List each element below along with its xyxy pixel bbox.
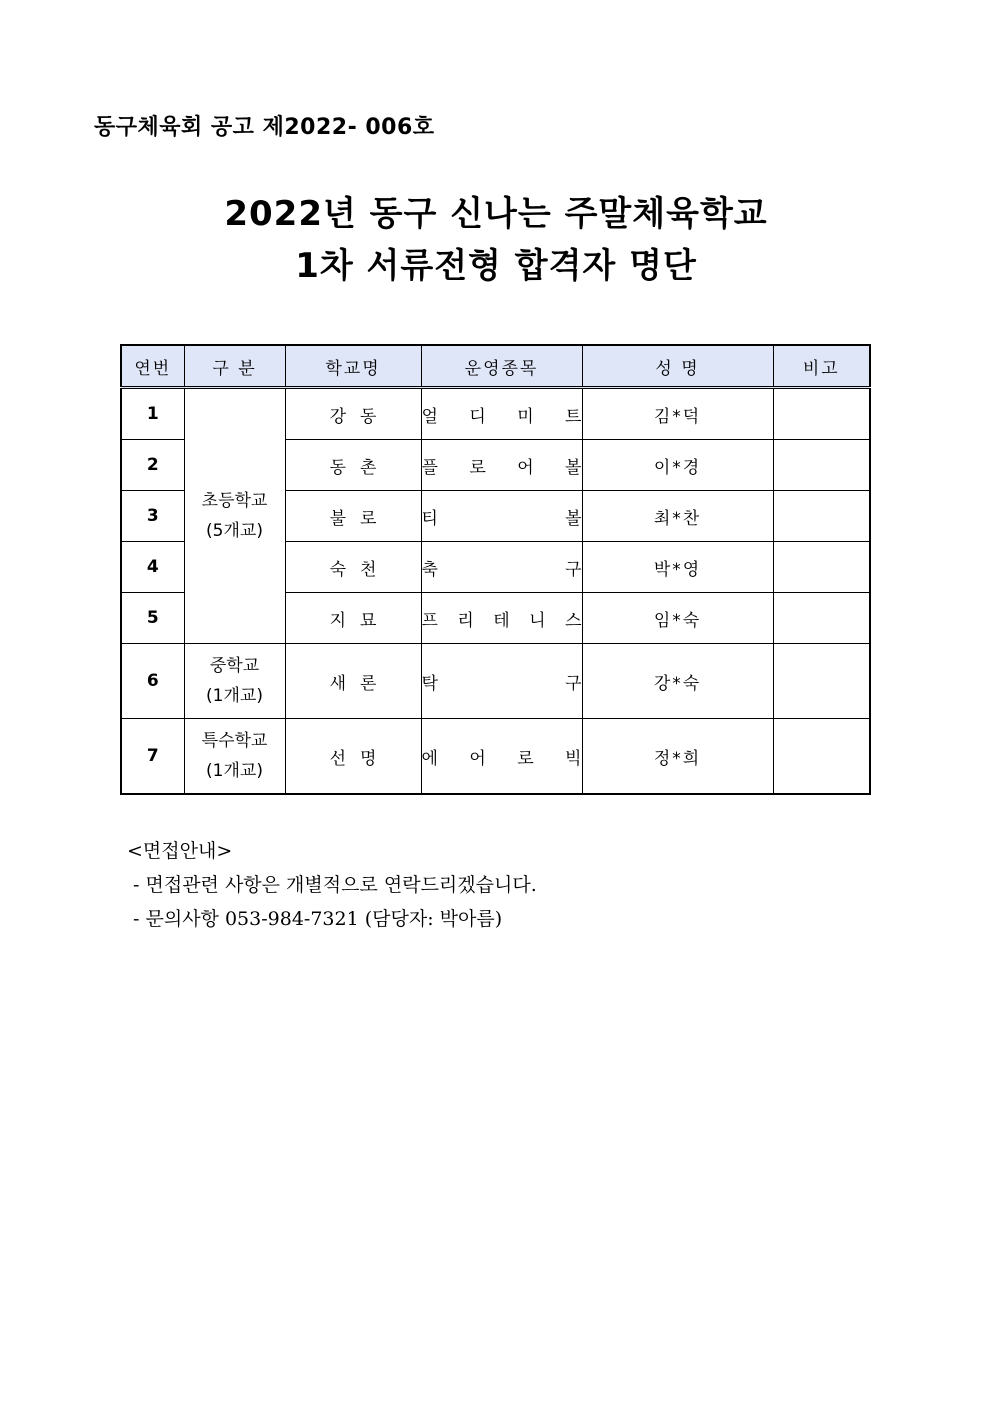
sport-text (422, 606, 582, 631)
row-no: 6 (121, 644, 184, 719)
sport-text (422, 669, 582, 694)
sport-char: 테 (493, 610, 510, 631)
sport-char: 프 (421, 610, 438, 631)
row-name: 박*영 (582, 542, 773, 593)
row-no: 4 (121, 542, 184, 593)
header-note: 비고 (773, 345, 870, 388)
sport-char: 구 (565, 559, 582, 580)
table-header-row (121, 345, 870, 388)
guide-item: - 문의사항 053-984-7321 (담당자: 박아름) (127, 908, 503, 930)
header-name: 성 명 (582, 345, 773, 388)
row-sport (421, 388, 582, 440)
category-label: 중학교 (209, 656, 260, 676)
category-special (184, 719, 285, 795)
row-school: 지묘 (285, 593, 421, 644)
passer-list-table (120, 344, 871, 795)
row-sport (421, 491, 582, 542)
sport-char: 얼 (421, 406, 438, 427)
guide-item: - 면접관련 사항은 개별적으로 연락드리겠습니다. (127, 874, 537, 896)
category-count: (1개교) (206, 686, 263, 706)
row-sport (421, 542, 582, 593)
category-label: 특수학교 (201, 731, 268, 751)
row-name: 정*희 (582, 719, 773, 795)
row-name: 임*숙 (582, 593, 773, 644)
row-name: 최*찬 (582, 491, 773, 542)
sport-text (422, 402, 582, 427)
row-no: 7 (121, 719, 184, 795)
sport-text (422, 555, 582, 580)
sport-char: 트 (565, 406, 582, 427)
sport-char: 스 (565, 610, 582, 631)
row-sport (421, 440, 582, 491)
sport-char: 탁 (421, 673, 438, 694)
row-name: 김*덕 (582, 388, 773, 440)
category-count: (1개교) (206, 761, 263, 781)
sport-char: 로 (517, 748, 534, 769)
category-label: 초등학교 (201, 491, 268, 511)
sport-char: 어 (469, 748, 486, 769)
sport-char: 볼 (565, 457, 582, 478)
row-sport (421, 644, 582, 719)
row-school: 선명 (285, 719, 421, 795)
row-note (773, 719, 870, 795)
table-row (121, 644, 870, 719)
row-school: 동촌 (285, 440, 421, 491)
row-note (773, 593, 870, 644)
row-no: 1 (121, 388, 184, 440)
row-name: 강*숙 (582, 644, 773, 719)
header-category: 구 분 (184, 345, 285, 388)
row-school: 불로 (285, 491, 421, 542)
table-row (121, 719, 870, 795)
interview-guide (127, 834, 537, 936)
row-note (773, 644, 870, 719)
sport-char: 디 (469, 406, 486, 427)
row-note (773, 388, 870, 440)
sport-char: 축 (421, 559, 438, 580)
sport-char: 플 (421, 457, 438, 478)
header-sport: 운영종목 (421, 345, 582, 388)
sport-char: 에 (421, 748, 438, 769)
row-note (773, 491, 870, 542)
document-title-line1: 2022년 동구 신나는 주말체육학교 (224, 194, 768, 234)
header-school: 학교명 (285, 345, 421, 388)
sport-text (422, 453, 582, 478)
sport-text (422, 744, 582, 769)
sport-char: 니 (529, 610, 546, 631)
category-middle (184, 644, 285, 719)
sport-char: 어 (517, 457, 534, 478)
row-note (773, 542, 870, 593)
header-no: 연번 (121, 345, 184, 388)
category-count: (5개교) (206, 521, 263, 541)
row-school: 새론 (285, 644, 421, 719)
sport-char: 로 (469, 457, 486, 478)
row-no: 3 (121, 491, 184, 542)
sport-char: 미 (517, 406, 534, 427)
sport-char: 빅 (565, 748, 582, 769)
table-row (121, 388, 870, 440)
document-title-line2: 1차 서류전형 합격자 명단 (295, 246, 697, 286)
row-school: 강동 (285, 388, 421, 440)
category-elementary (184, 388, 285, 644)
sport-text (422, 504, 582, 529)
sport-char: 리 (457, 610, 474, 631)
row-sport (421, 593, 582, 644)
sport-char: 볼 (565, 508, 582, 529)
row-school: 숙천 (285, 542, 421, 593)
notice-number: 동구체육회 공고 제2022- 006호 (94, 115, 435, 140)
guide-heading: <면접안내> (127, 840, 233, 862)
row-sport (421, 719, 582, 795)
row-name: 이*경 (582, 440, 773, 491)
sport-char: 구 (565, 673, 582, 694)
row-no: 5 (121, 593, 184, 644)
sport-char: 티 (421, 508, 438, 529)
row-note (773, 440, 870, 491)
row-no: 2 (121, 440, 184, 491)
